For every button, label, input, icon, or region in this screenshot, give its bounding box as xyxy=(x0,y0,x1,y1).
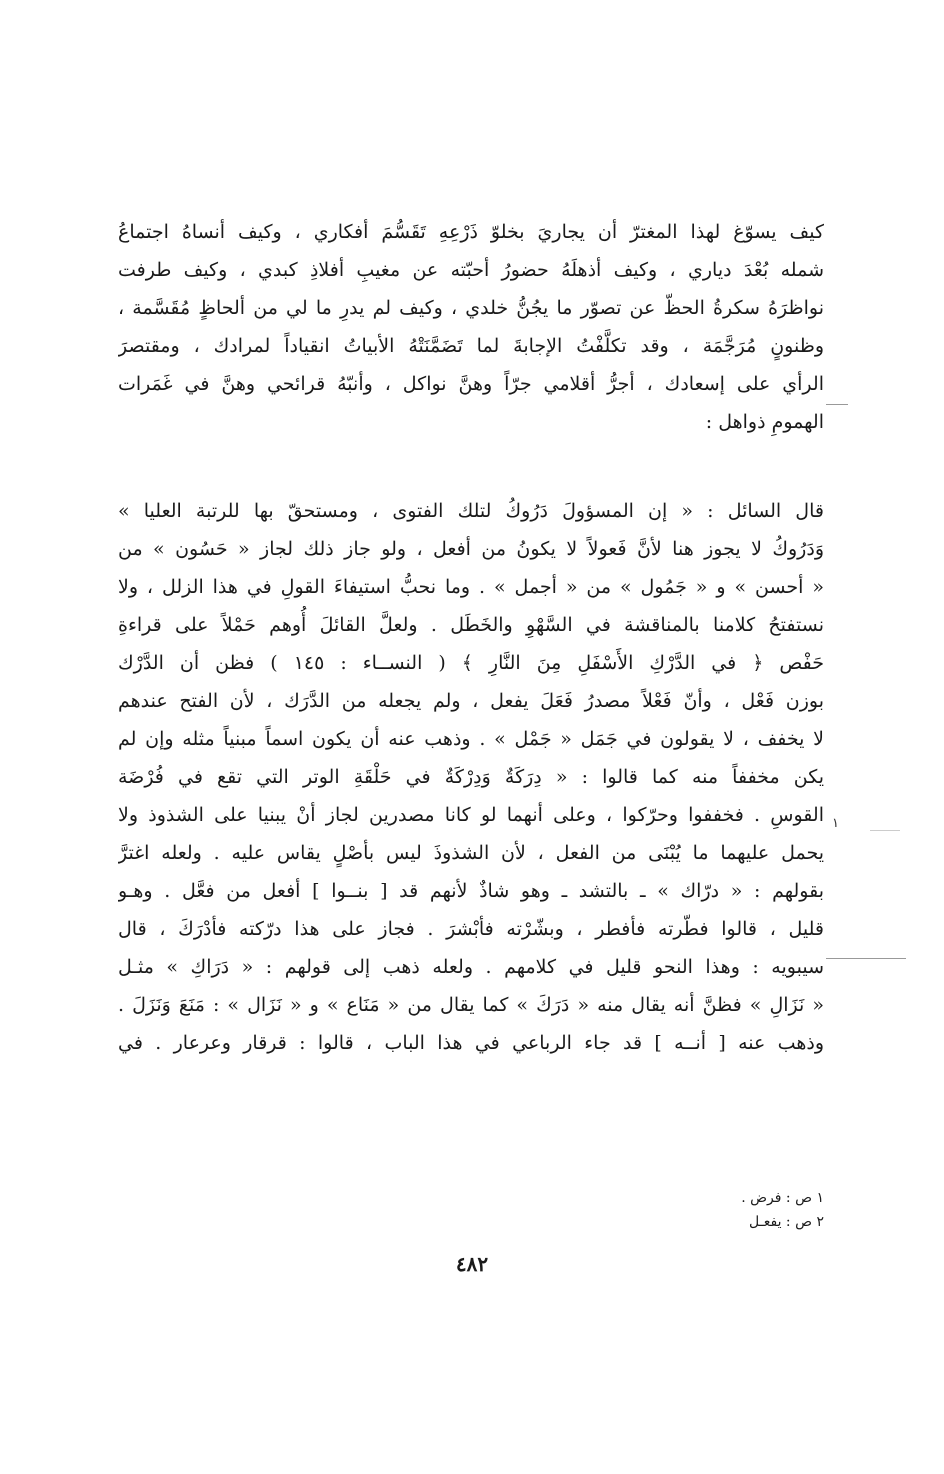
text-line: وَدَرُوكُ لا يجوز هنا لأنَّ فَعولاً لا يكونُ من أفعل ، ولو جاز ذلك لجاز « حَسُون » من xyxy=(118,538,824,560)
text-line: نستفتحُ كلامنا بالمناقشة في السَّهْوِ والخَطَل . ولعلَّ القائلَ أُوهم حَمْلاً على قراءةِ xyxy=(118,614,824,636)
text-line: كيف يسوّغ لهذا المغترّ أن يجاريَ بخلوّ ذَرْعِهِ تَقَسُّمَ أفكاري ، وكيف أنساهُ اجتماعُ xyxy=(118,221,824,243)
text-line: حَفْص ﴿ في الدَّرْكِ الأَسْفَلِ مِنَ النَّارِ ﴾ ( النســاء : ١٤٥ ) فظن أن الدَّرْك xyxy=(118,652,824,674)
text-line: يحمل عليهما ما يُبْنَى من الفعل ، لأن الشذوذَ ليس بأصْلٍ يقاس عليه . ولعله اغترَّ xyxy=(118,842,824,864)
text-line: يكن مخففاً منه كما قالوا : « دِرَكَةٌ وَدِرْكَةٌ في حَلْقَةِ الوتر التي تقع في فُرْضَة xyxy=(118,766,824,788)
footnote-marker: ١ xyxy=(832,816,839,831)
footnote-item: ١ ص : فرض . xyxy=(741,1190,824,1206)
text-line: قليل ، قالوا فطّرته فأفطر ، وبشّرْته فأبْشرَ . فجاز على هذا درّكته فأدْرَكَ ، قال xyxy=(118,918,824,940)
page-number: ٤٨٢ xyxy=(455,1252,489,1276)
text-line: وذهب عنه [ أنــه ] قد جاء الرباعي في هذا الباب ، قالوا : قرقار وعرعار . في xyxy=(118,1032,824,1054)
scan-mark xyxy=(826,958,906,959)
footnotes xyxy=(524,1186,824,1234)
text-line: « نَزَالِ » فظنَّ أنه يقال منه « دَرَكَ » كما يقال من « مَنَاع » و « نَزَال » : مَنَعَ وَنَزَلَ . xyxy=(118,994,824,1016)
text-line: الرأي على إسعادك ، أجرُّ أقلامي جرّاً وهنَّ نواكل ، وأنبّهُ قرائحي وهنَّ في غَمَرات xyxy=(118,373,824,395)
text-line: نواظرَهُ سكرةُ الحظّ عن تصوّر ما يجُنُّ خلدي ، وكيف لم يدرِ ما لي من ألحاظٍ مُقَسَّمة ، xyxy=(118,297,824,319)
text-line: القوسِ . فخففوا وحرّكوا ، وعلى أنهما لو كانا مصدرين لجاز أنْ يبنيا على الشذوذ ولا xyxy=(118,804,824,826)
scan-mark xyxy=(826,404,848,405)
text-line: شمله بُعْدَ دياري ، وكيف أذهلَهُ حضورُ أحبّته عن مغيبِ أفلاذِ كبدي ، وكيف طرفت xyxy=(118,259,824,281)
text-line: الهمومِ ذواهل : xyxy=(705,411,824,433)
paragraph-2 xyxy=(118,492,824,1062)
scan-mark xyxy=(870,830,900,831)
text-line: بوزن فَعْل ، وأنّ فَعْلاً مصدرُ فَعَلَ يفعل ، ولم يجعله من الدَّرَك ، لأن الفتح عندهم xyxy=(118,690,824,712)
paragraph-1 xyxy=(118,213,824,441)
text-line: لا يخفف ، لا يقولون في جَمَل « جَمْل » . وذهب عنه أن يكون اسماً مبنياً مثله وإن لم xyxy=(118,728,824,750)
text-line: بقولهم : « درّاك » ـ بالتشد ـ وهو شاذٌ لأنهم قد [ بنــوا ] أفعل من فعَّل . وهـو xyxy=(118,880,824,902)
text-line: وظنونٍ مُرَجَّمَة ، وقد تكلَّفْتُ الإجابةَ لما تَضَمَّنَتْهُ الأبياتُ انقياداً لمرادك ، ومقتصرَ xyxy=(118,335,824,357)
text-line: « أحسن » و « جَمُول » من « أجمل » . وما نحبُّ استيفاءَ القولِ في هذا الزلل ، ولا xyxy=(118,576,824,598)
text-line: قال السائل : « إن المسؤولَ دَرُوكُ لتلك الفتوى ، ومستحقّ بها للرتبة العليا » xyxy=(118,500,824,522)
footnote-item: ٢ ص : يفعـل xyxy=(749,1214,824,1230)
text-line: سيبويه : وهذا النحو قليل في كلامهم . ولعله ذهب إلى قولهم : « دَرَاكِ » مثـل xyxy=(118,956,824,978)
